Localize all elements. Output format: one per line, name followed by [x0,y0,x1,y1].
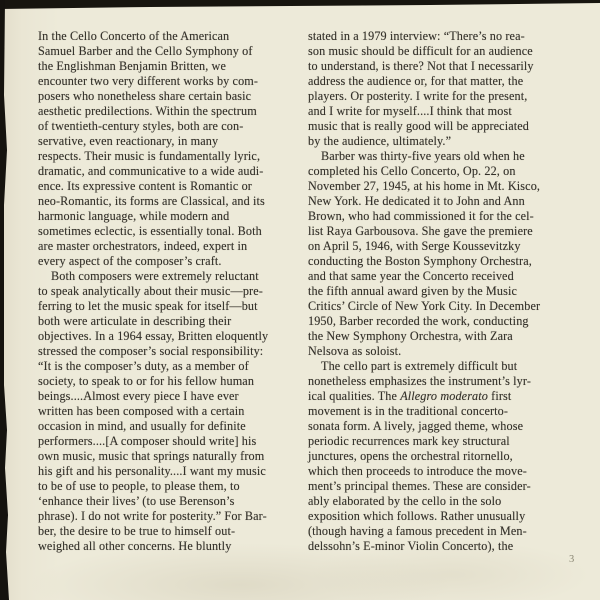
text-line: junctures, opens the orchestral ritornello, [308,449,513,463]
text-line: son music should be difficult for an audience [308,44,533,58]
text-line: In the Cello Concerto of the American [38,29,230,43]
text-line: Critics’ Circle of New York City. In December [308,299,541,313]
scan-top-edge [0,0,600,9]
text-line: exposition which follows. Rather unusually [308,509,526,523]
text-line: ence. Its expressive content is Romantic or [38,179,252,193]
text-line: ‘enhance their lives’ (to use Berenson’s [38,494,235,508]
text-line: the New Symphony Orchestra, with Zara [308,329,513,343]
text-line: November 27, 1945, at his home in Mt. Kisco, [308,179,541,193]
text-line: servative, even reactionary, in many [38,134,219,148]
text-line: address the audience or, for that matter, the [308,74,524,88]
text-line: both were articulate in describing their [38,314,232,328]
text-line: Both composers were extremely reluctant [51,269,259,283]
text-line: Barber was thirty-five years old when he [321,149,525,163]
text-line: the fifth annual award given by the Music [308,284,518,298]
text-line: completed his Cello Concerto, Op. 22, on [308,164,516,178]
text-line [308,389,578,404]
text-line: posers who nonetheless share certain basic [38,89,252,103]
text-line: “It is the composer’s duty, as a member of [38,359,249,373]
text-line: Nelsova as soloist. [308,344,402,358]
text-line: 1950, Barber recorded the work, conducting [308,314,529,328]
text-line: ably elaborated by the cello in the solo [308,494,502,508]
text-line: dramatic, and communicative to a wide audi- [38,164,264,178]
text-line: stressed the composer’s social responsibility: [38,344,264,358]
text-line: and that same year the Concerto received [308,269,514,283]
text-line: his gift and his personality....I want my music [38,464,266,478]
text-line: encounter two very different works by com- [38,74,259,88]
text-line: every aspect of the composer’s craft. [38,254,222,268]
text-line: music that is really good will be appreciated [308,119,529,133]
text-line: own music, music that springs naturally from [38,449,265,463]
text-line: stated in a 1979 interview: “There’s no rea- [308,29,525,43]
text-line: written has been composed with a certain [38,404,245,418]
text-line: society, to speak to or for his fellow human [38,374,255,388]
text-line: occasion in mind, and usually for definite [38,419,246,433]
text-line: respects. Their music is fundamentally lyric, [38,149,261,163]
text-line: beings....Almost every piece I have ever [38,389,239,403]
text-line: which then proceeds to introduce the move- [308,464,527,478]
text-line: to understand, is there? Not that I necessarily [308,59,534,73]
text-line: Samuel Barber and the Cello Symphony of [38,44,253,58]
text-line: periodic recurrences mark key structural [308,434,510,448]
text-line: sonata form. A lively, jagged theme, whose [308,419,524,433]
text-line: ber, the desire to be true to himself out- [38,524,236,538]
text-line: delssohn’s E-minor Violin Concerto), the [308,539,514,553]
column-left [38,29,300,554]
text-line: the Englishman Benjamin Britten, we [38,59,226,73]
text-line: are master orchestrators, indeed, expert in [38,239,248,253]
column-right [308,29,578,554]
text-line: sometimes eclectic, is essentially tonal. Both [38,224,262,238]
text-segment: first [488,389,512,403]
text-line: to be of use to people, to please them, to [38,479,240,493]
text-line: movement is in the traditional concerto- [308,404,509,418]
text-line: list Raya Garbousova. She gave the premiere [308,224,533,238]
movement-title-italic: Allegro moderato [400,389,488,403]
text-line: phrase). I do not write for posterity.” For Bar- [38,509,267,523]
text-line: New York. He dedicated it to John and Ann [308,194,525,208]
text-segment: ical qualities. The [308,389,401,403]
text-line: players. Or posterity. I write for the present, [308,89,528,103]
text-line: by the audience, ultimately.” [308,134,452,148]
text-line: ferring to let the music speak for itself—but [38,299,258,313]
text-line: on April 5, 1946, with Serge Koussevitzky [308,239,521,253]
text-line: of twentieth-century styles, both are con- [38,119,244,133]
text-line: (though having a famous precedent in Men- [308,524,527,538]
text-line: nonetheless emphasizes the instrument’s lyr- [308,374,532,388]
text-line: aesthetic predilections. Within the spectrum [38,104,257,118]
scan-left-edge [0,0,12,600]
page-number: 3 [569,554,575,565]
text-line: Brown, who had commissioned it for the cel- [308,209,534,223]
text-line: performers....[A composer should write] his [38,434,257,448]
text-line: neo-Romantic, its forms are Classical, and its [38,194,265,208]
text-line: weighed all other concerns. He bluntly [38,539,232,553]
text-line: ment’s principal themes. These are consider- [308,479,531,493]
text-line: and I write for myself....I think that most [308,104,512,118]
text-line: to speak analytically about their music—pre- [38,284,263,298]
text-line: harmonic language, while modern and [38,209,230,223]
text-line: conducting the Boston Symphony Orchestra, [308,254,532,268]
text-line: objectives. In a 1964 essay, Britten eloquently [38,329,269,343]
text-line: The cello part is extremely difficult but [321,359,518,373]
